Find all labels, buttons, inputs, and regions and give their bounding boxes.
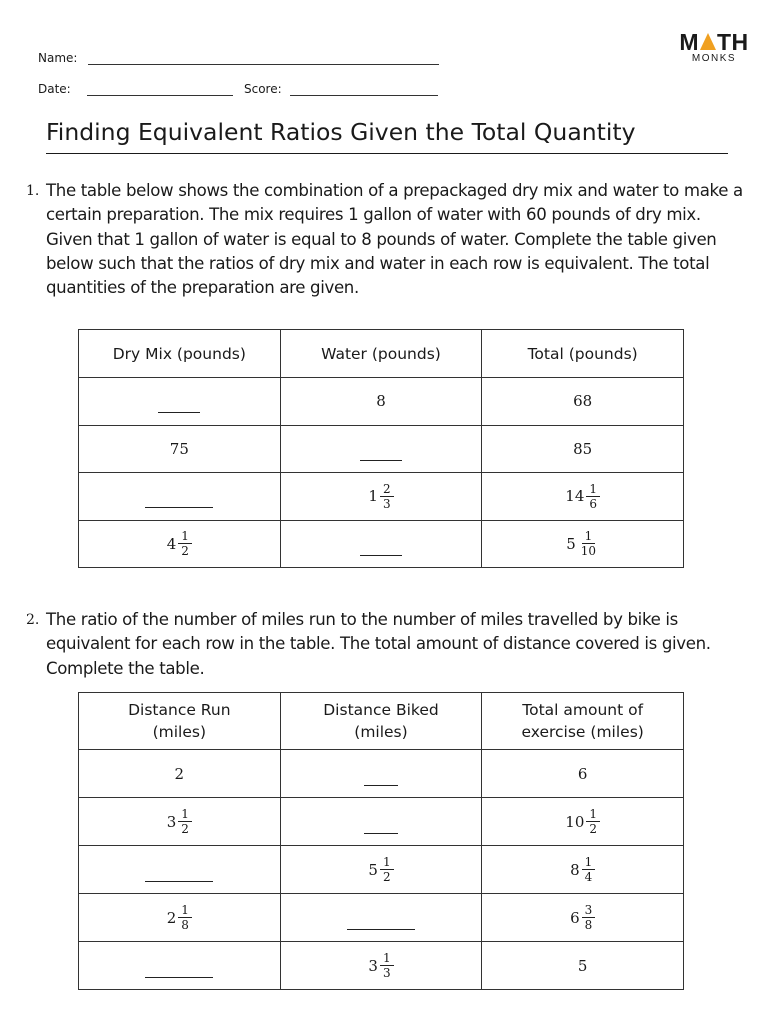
logo-subtext: MONKS (691, 53, 737, 64)
fraction-denominator: 3 (382, 496, 391, 511)
q2-header-distance-biked-line-1: Distance Biked (323, 701, 439, 719)
cell-value: 85 (573, 439, 593, 458)
table-cell (482, 846, 684, 894)
fraction-numerator: 1 (178, 807, 192, 822)
mixed-whole: 14 (565, 487, 585, 506)
table-row (79, 846, 684, 894)
table-cell[interactable] (280, 750, 482, 798)
table-cell (280, 473, 482, 521)
answer-blank[interactable] (145, 507, 213, 508)
answer-blank[interactable] (145, 977, 213, 978)
q2-header-distance-run (79, 693, 281, 750)
answer-blank[interactable] (158, 412, 200, 413)
cell-value: 5 (577, 956, 588, 975)
table-cell (280, 378, 482, 426)
fraction-numerator: 1 (178, 903, 192, 918)
mixed-number (368, 951, 393, 980)
question-2-number: 2. (26, 612, 40, 628)
mixed-whole: 5 (566, 534, 576, 553)
fraction (586, 482, 600, 511)
fraction-numerator: 1 (178, 529, 192, 544)
fraction-denominator: 6 (589, 496, 598, 511)
table-cell (482, 942, 684, 990)
q2-header-distance-run-line-1: Distance Run (128, 701, 231, 719)
answer-blank[interactable] (364, 785, 398, 786)
answer-blank[interactable] (364, 833, 398, 834)
question-1-table (78, 329, 684, 568)
question-2-table (78, 692, 684, 990)
question-2-text: The ratio of the number of miles run to the number of miles travelled by bike is equivalent for each row in the table. The total amount of distance covered is given. Complete the table. (46, 610, 711, 678)
table-cell[interactable] (280, 894, 482, 942)
question-1-number: 1. (26, 183, 40, 199)
answer-blank[interactable] (145, 881, 213, 882)
fraction-numerator: 1 (582, 529, 596, 544)
page-title: Finding Equivalent Ratios Given the Total Quantity (46, 118, 636, 146)
table-row (79, 520, 684, 568)
fraction (380, 951, 394, 980)
fraction-denominator: 8 (181, 918, 189, 932)
table-cell (482, 894, 684, 942)
answer-blank[interactable] (360, 555, 402, 556)
mixed-number (167, 903, 192, 932)
table-cell[interactable] (280, 798, 482, 846)
mixed-number (368, 482, 393, 511)
table-cell (79, 894, 281, 942)
answer-blank[interactable] (360, 460, 402, 461)
fraction (578, 529, 599, 558)
table-cell[interactable] (280, 425, 482, 473)
fraction (178, 903, 192, 932)
q1-header-dry-mix: Dry Mix (pounds) (79, 330, 281, 378)
mixed-whole: 10 (565, 812, 585, 831)
table-cell (280, 942, 482, 990)
table-row (79, 894, 684, 942)
table-cell[interactable] (79, 942, 281, 990)
mixed-number (566, 529, 599, 558)
fraction (380, 855, 394, 884)
fraction-denominator: 2 (382, 870, 391, 884)
answer-blank[interactable] (347, 929, 415, 930)
math-monks-logo (678, 30, 750, 64)
date-field[interactable] (87, 95, 233, 96)
table-cell[interactable] (79, 473, 281, 521)
mixed-number (565, 482, 600, 511)
table-cell[interactable] (79, 846, 281, 894)
mixed-number (167, 807, 192, 836)
mixed-number (565, 807, 600, 836)
title-divider (46, 153, 728, 154)
mixed-whole: 8 (570, 860, 580, 879)
mixed-whole: 5 (368, 860, 378, 879)
q2-header-distance-biked-line-2: (miles) (354, 723, 408, 741)
date-label: Date: (38, 82, 71, 96)
mixed-number (570, 855, 595, 884)
logo-text-right: TH (717, 29, 749, 55)
table-row (79, 473, 684, 521)
fraction (582, 855, 596, 884)
cell-value: 68 (573, 392, 593, 411)
name-field[interactable] (88, 64, 439, 65)
table-cell (79, 798, 281, 846)
cell-value: 2 (174, 764, 185, 783)
fraction-numerator: 1 (380, 855, 394, 870)
table-row (79, 378, 684, 426)
mixed-whole: 4 (166, 534, 177, 553)
mixed-number (570, 903, 595, 932)
mixed-whole: 6 (570, 908, 580, 927)
mixed-whole: 3 (166, 812, 177, 831)
table-cell (482, 750, 684, 798)
q2-header-total-exercise-line-1: Total amount of (522, 701, 644, 719)
q2-header-distance-biked (280, 693, 482, 750)
fraction-denominator: 2 (181, 544, 189, 559)
fraction-denominator: 2 (589, 822, 598, 836)
q1-header-water: Water (pounds) (280, 330, 482, 378)
mixed-whole: 2 (166, 908, 177, 927)
fraction-denominator: 10 (580, 544, 597, 559)
table-row (79, 942, 684, 990)
fraction (178, 807, 192, 836)
table-row (79, 425, 684, 473)
fraction-numerator: 1 (586, 482, 600, 497)
table-cell (280, 846, 482, 894)
table-cell (482, 798, 684, 846)
table-cell[interactable] (79, 378, 281, 426)
fraction (178, 529, 192, 558)
fraction-numerator: 1 (380, 951, 394, 966)
table-cell (79, 750, 281, 798)
table-row (79, 750, 684, 798)
q2-header-distance-run-line-2: (miles) (152, 723, 207, 741)
cell-value: 8 (376, 392, 386, 411)
logo-triangle-icon (700, 33, 716, 50)
question-1-text: The table below shows the combination of a prepackaged dry mix and water to make a certain preparation. The mix requires 1 gallon of water with 60 pounds of dry mix. Given that 1 gallon of water is equal to 8 pounds of water. Complete the table given below such that the ratios of dry mix and water in each row is equivalent. The total quantities of the preparation are given. (46, 181, 743, 298)
fraction-denominator: 4 (584, 870, 593, 884)
table-cell (482, 473, 684, 521)
logo-text-left: M (679, 29, 699, 55)
fraction (582, 903, 596, 932)
fraction (586, 807, 600, 836)
fraction (380, 482, 394, 511)
mixed-whole: 3 (368, 956, 378, 975)
fraction-numerator: 1 (582, 855, 596, 870)
table-cell (79, 425, 281, 473)
q1-header-total: Total (pounds) (482, 330, 684, 378)
mixed-number (167, 529, 192, 558)
cell-value: 6 (577, 764, 588, 783)
table-cell (482, 520, 684, 568)
fraction-denominator: 3 (382, 966, 391, 980)
q2-header-total-exercise (482, 693, 684, 750)
name-label: Name: (38, 51, 78, 65)
table-cell (79, 520, 281, 568)
fraction-numerator: 2 (380, 482, 394, 497)
fraction-numerator: 1 (586, 807, 600, 822)
mixed-whole: 1 (368, 487, 378, 506)
fraction-denominator: 2 (181, 822, 189, 836)
fraction-numerator: 3 (582, 903, 596, 918)
cell-value: 75 (169, 439, 189, 458)
table-row (79, 798, 684, 846)
score-label: Score: (244, 82, 282, 96)
table-cell (482, 378, 684, 426)
score-field[interactable] (290, 95, 438, 96)
q2-header-total-exercise-line-2: exercise (miles) (521, 723, 644, 741)
table-cell (482, 425, 684, 473)
table-cell[interactable] (280, 520, 482, 568)
fraction-denominator: 8 (584, 918, 593, 932)
mixed-number (368, 855, 393, 884)
